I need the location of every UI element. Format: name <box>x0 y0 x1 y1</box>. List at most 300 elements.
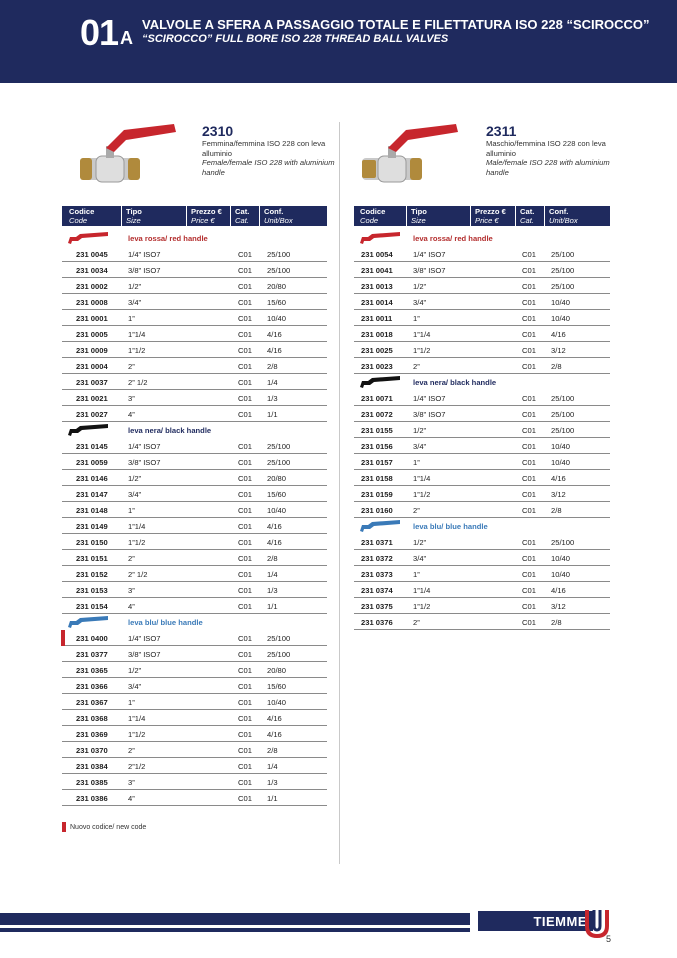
item-cat: C01 <box>238 266 252 275</box>
col-size: Tipo Size <box>126 207 142 225</box>
item-code: 231 0370 <box>76 746 108 755</box>
item-size: 2” <box>413 362 420 371</box>
item-size: 1/2” <box>128 282 142 291</box>
item-conf: 20/80 <box>267 282 287 291</box>
item-size: 2” <box>128 746 135 755</box>
handle-group-label: leva nera/ black handle <box>413 378 497 387</box>
table-row <box>62 774 327 790</box>
item-conf: 3/12 <box>551 490 566 499</box>
item-cat: C01 <box>238 538 252 547</box>
item-size: 1”1/4 <box>128 714 146 723</box>
item-conf: 10/40 <box>551 554 571 563</box>
table-row <box>62 678 327 694</box>
col-code: Codice Code <box>69 207 95 225</box>
item-cat: C01 <box>238 442 252 451</box>
item-cat: C01 <box>238 762 252 771</box>
table-row <box>62 534 327 550</box>
item-code: 231 0150 <box>76 538 108 547</box>
table-row <box>354 406 610 422</box>
item-size: 4” <box>128 410 135 419</box>
col-conf: Conf. Unit/Box <box>264 207 293 225</box>
item-conf: 25/100 <box>551 410 575 419</box>
item-cat: C01 <box>238 474 252 483</box>
table-row <box>62 598 327 614</box>
table-row <box>62 326 327 342</box>
item-code: 231 0367 <box>76 698 108 707</box>
handle-icon <box>358 231 402 245</box>
item-code: 231 0002 <box>76 282 108 291</box>
item-conf: 1/4 <box>267 378 278 387</box>
item-conf: 25/100 <box>267 634 291 643</box>
item-cat: C01 <box>522 538 536 547</box>
item-size: 1/2” <box>128 474 142 483</box>
item-conf: 25/100 <box>267 650 291 659</box>
item-size: 1”1/2 <box>128 538 146 547</box>
handle-group-label: leva blu/ blue handle <box>413 522 488 531</box>
item-cat: C01 <box>522 298 536 307</box>
item-cat: C01 <box>238 378 252 387</box>
item-size: 3/4” <box>413 442 427 451</box>
item-code: 231 0159 <box>361 490 393 499</box>
item-cat: C01 <box>522 490 536 499</box>
page-title-it: VALVOLE A SFERA A PASSAGGIO TOTALE E FILETTATURA ISO 228 “SCIROCCO” <box>142 17 650 32</box>
item-size: 1/2” <box>128 666 142 675</box>
item-conf: 25/100 <box>551 282 575 291</box>
item-cat: C01 <box>238 730 252 739</box>
item-size: 2” 1/2 <box>128 378 148 387</box>
handle-group-label: leva blu/ blue handle <box>128 618 203 627</box>
item-cat: C01 <box>238 346 252 355</box>
item-cat: C01 <box>522 394 536 403</box>
table-row <box>62 342 327 358</box>
product-description-left <box>202 139 342 177</box>
item-conf: 10/40 <box>551 458 571 467</box>
item-size: 2”1/2 <box>128 762 146 771</box>
item-size: 3/4” <box>128 298 142 307</box>
item-conf: 25/100 <box>267 266 291 275</box>
item-code: 231 0147 <box>76 490 108 499</box>
item-conf: 10/40 <box>551 314 571 323</box>
table-row <box>62 694 327 710</box>
handle-group-label: leva rossa/ red handle <box>128 234 208 243</box>
item-conf: 20/80 <box>267 666 287 675</box>
item-cat: C01 <box>522 554 536 563</box>
item-size: 1”1/2 <box>128 346 146 355</box>
new-code-marker <box>62 822 66 832</box>
item-code: 231 0374 <box>361 586 393 595</box>
item-size: 1/4” ISO7 <box>413 250 446 259</box>
table-row <box>62 294 327 310</box>
item-size: 3/8” ISO7 <box>413 410 446 419</box>
item-size: 3/4” <box>128 682 142 691</box>
item-code: 231 0054 <box>361 250 393 259</box>
item-conf: 10/40 <box>267 506 287 515</box>
item-cat: C01 <box>522 426 536 435</box>
item-code: 231 0145 <box>76 442 108 451</box>
table-row <box>354 534 610 550</box>
item-conf: 4/16 <box>551 330 566 339</box>
item-code: 231 0368 <box>76 714 108 723</box>
table-row <box>62 406 327 422</box>
table-row <box>354 566 610 582</box>
item-size: 1/2” <box>413 282 427 291</box>
table-row <box>62 486 327 502</box>
item-cat: C01 <box>238 506 252 515</box>
item-code: 231 0013 <box>361 282 393 291</box>
item-conf: 3/12 <box>551 602 566 611</box>
col-cat: Cat. Cat. <box>235 207 250 225</box>
item-code: 231 0009 <box>76 346 108 355</box>
item-code: 231 0156 <box>361 442 393 451</box>
product-code-2310: 2310 <box>202 123 234 139</box>
item-size: 4” <box>128 794 135 803</box>
item-size: 1/2” <box>413 538 427 547</box>
item-conf: 3/12 <box>551 346 566 355</box>
chapter-suffix: A <box>120 28 133 48</box>
table-row <box>354 262 610 278</box>
item-size: 1/2” <box>413 426 427 435</box>
item-cat: C01 <box>238 602 252 611</box>
item-cat: C01 <box>238 554 252 563</box>
item-size: 1”1/2 <box>128 730 146 739</box>
item-size: 1” <box>128 314 135 323</box>
item-code: 231 0152 <box>76 570 108 579</box>
item-conf: 4/16 <box>551 586 566 595</box>
item-size: 1/4” ISO7 <box>128 634 161 643</box>
page-number: 5 <box>606 934 612 944</box>
item-code: 231 0071 <box>361 394 393 403</box>
item-conf: 2/8 <box>267 554 278 563</box>
item-conf: 4/16 <box>267 714 282 723</box>
item-cat: C01 <box>238 586 252 595</box>
item-code: 231 0027 <box>76 410 108 419</box>
handle-group-label: leva rossa/ red handle <box>413 234 493 243</box>
item-code: 231 0385 <box>76 778 108 787</box>
item-cat: C01 <box>238 282 252 291</box>
item-conf: 10/40 <box>267 314 287 323</box>
item-code: 231 0041 <box>361 266 393 275</box>
item-conf: 2/8 <box>551 618 562 627</box>
item-code: 231 0034 <box>76 266 108 275</box>
item-conf: 25/100 <box>267 458 291 467</box>
item-conf: 10/40 <box>551 442 571 451</box>
product-code-2311: 2311 <box>486 123 517 139</box>
item-code: 231 0369 <box>76 730 108 739</box>
table-row <box>354 358 610 374</box>
table-row <box>62 502 327 518</box>
item-code: 231 0375 <box>361 602 393 611</box>
item-code: 231 0072 <box>361 410 393 419</box>
item-conf: 4/16 <box>551 474 566 483</box>
item-cat: C01 <box>238 410 252 419</box>
item-size: 1/4” ISO7 <box>128 250 161 259</box>
item-code: 231 0155 <box>361 426 393 435</box>
item-cat: C01 <box>238 314 252 323</box>
item-conf: 1/3 <box>267 394 278 403</box>
item-cat: C01 <box>238 362 252 371</box>
item-code: 231 0154 <box>76 602 108 611</box>
item-code: 231 0059 <box>76 458 108 467</box>
handle-icon <box>66 231 110 245</box>
item-cat: C01 <box>522 602 536 611</box>
item-size: 1”1/4 <box>413 586 431 595</box>
item-conf: 25/100 <box>551 394 575 403</box>
item-size: 3/8” ISO7 <box>413 266 446 275</box>
item-cat: C01 <box>238 250 252 259</box>
item-cat: C01 <box>238 682 252 691</box>
item-code: 231 0011 <box>361 314 393 323</box>
item-size: 2” <box>413 618 420 627</box>
item-cat: C01 <box>238 778 252 787</box>
item-code: 231 0376 <box>361 618 393 627</box>
item-size: 3” <box>128 586 135 595</box>
item-code: 231 0004 <box>76 362 108 371</box>
table-row <box>62 630 327 646</box>
handle-group-header <box>62 230 327 246</box>
item-size: 3” <box>128 394 135 403</box>
table-row <box>62 278 327 294</box>
item-code: 231 0014 <box>361 298 393 307</box>
table-row <box>62 390 327 406</box>
legend-new-code <box>62 822 146 832</box>
description-it: Maschio/femmina ISO 228 con leva alluminio <box>486 139 606 158</box>
item-conf: 25/100 <box>267 442 291 451</box>
new-code-marker <box>61 630 65 646</box>
legend-text: Nuovo codice/ new code <box>70 823 147 831</box>
description-en: Male/female ISO 228 with aluminium handle <box>486 158 610 177</box>
table-row <box>62 374 327 390</box>
table-row <box>62 726 327 742</box>
item-size: 4” <box>128 602 135 611</box>
item-code: 231 0158 <box>361 474 393 483</box>
table-row <box>62 662 327 678</box>
item-conf: 2/8 <box>267 746 278 755</box>
item-code: 231 0377 <box>76 650 108 659</box>
table-row <box>62 758 327 774</box>
item-cat: C01 <box>522 266 536 275</box>
item-size: 1” <box>128 698 135 707</box>
item-code: 231 0384 <box>76 762 108 771</box>
item-conf: 20/80 <box>267 474 287 483</box>
col-price: Prezzo € Price € <box>191 207 222 225</box>
item-code: 231 0160 <box>361 506 393 515</box>
col-size: Tipo Size <box>411 207 427 225</box>
item-cat: C01 <box>522 410 536 419</box>
item-code: 231 0400 <box>76 634 108 643</box>
table-row <box>62 550 327 566</box>
item-cat: C01 <box>238 490 252 499</box>
item-size: 1” <box>413 458 420 467</box>
item-cat: C01 <box>522 458 536 467</box>
item-code: 231 0151 <box>76 554 108 563</box>
item-conf: 1/1 <box>267 602 278 611</box>
handle-group-label: leva nera/ black handle <box>128 426 212 435</box>
handle-icon <box>66 423 110 437</box>
table-row <box>354 486 610 502</box>
handle-group-header <box>62 422 327 438</box>
item-conf: 4/16 <box>267 730 282 739</box>
item-code: 231 0018 <box>361 330 393 339</box>
item-code: 231 0045 <box>76 250 108 259</box>
table-row <box>62 646 327 662</box>
item-conf: 2/8 <box>551 362 562 371</box>
item-cat: C01 <box>522 506 536 515</box>
item-cat: C01 <box>522 474 536 483</box>
item-conf: 4/16 <box>267 538 282 547</box>
brand-logo: TIEMME <box>478 911 593 931</box>
item-cat: C01 <box>522 330 536 339</box>
col-code: Codice Code <box>360 207 386 225</box>
item-conf: 4/16 <box>267 330 282 339</box>
item-conf: 1/3 <box>267 778 278 787</box>
table-row <box>354 614 610 630</box>
item-code: 231 0386 <box>76 794 108 803</box>
table-row <box>354 390 610 406</box>
item-conf: 1/4 <box>267 570 278 579</box>
item-code: 231 0157 <box>361 458 393 467</box>
item-size: 1”1/2 <box>413 346 431 355</box>
item-code: 231 0153 <box>76 586 108 595</box>
handle-icon <box>66 615 110 629</box>
handle-group-header <box>354 518 610 534</box>
item-code: 231 0005 <box>76 330 108 339</box>
table-row <box>354 470 610 486</box>
table-row <box>62 790 327 806</box>
item-size: 1”1/4 <box>128 522 146 531</box>
item-conf: 10/40 <box>267 698 287 707</box>
item-size: 3/8” ISO7 <box>128 458 161 467</box>
valve-male-image <box>358 118 473 190</box>
item-cat: C01 <box>522 618 536 627</box>
item-code: 231 0365 <box>76 666 108 675</box>
handle-group-header <box>62 614 327 630</box>
item-cat: C01 <box>238 298 252 307</box>
table-row <box>354 326 610 342</box>
item-cat: C01 <box>238 714 252 723</box>
page-header <box>0 0 677 83</box>
table-header-right <box>354 206 610 226</box>
item-cat: C01 <box>522 442 536 451</box>
table-row <box>62 454 327 470</box>
item-cat: C01 <box>522 362 536 371</box>
item-size: 2” <box>413 506 420 515</box>
item-cat: C01 <box>238 698 252 707</box>
table-row <box>354 454 610 470</box>
item-code: 231 0037 <box>76 378 108 387</box>
page-title-en: “SCIROCCO” FULL BORE ISO 228 THREAD BALL VALVES <box>142 33 449 45</box>
table-row <box>354 294 610 310</box>
handle-group-header <box>354 374 610 390</box>
description-it: Femmina/femmina ISO 228 con leva alluminio <box>202 139 326 158</box>
table-row <box>354 342 610 358</box>
item-cat: C01 <box>522 282 536 291</box>
item-conf: 15/60 <box>267 490 287 499</box>
item-size: 3/8” ISO7 <box>128 650 161 659</box>
item-size: 3” <box>128 778 135 787</box>
item-conf: 25/100 <box>551 250 575 259</box>
item-conf: 1/3 <box>267 586 278 595</box>
item-code: 231 0008 <box>76 298 108 307</box>
item-size: 1” <box>413 570 420 579</box>
item-conf: 15/60 <box>267 298 287 307</box>
table-row <box>62 742 327 758</box>
description-en: Female/female ISO 228 with aluminium handle <box>202 158 335 177</box>
table-row <box>62 246 327 262</box>
column-divider <box>339 122 340 864</box>
col-price: Prezzo € Price € <box>475 207 506 225</box>
table-row <box>62 310 327 326</box>
product-description-right <box>486 139 626 177</box>
footer-bar <box>0 913 470 925</box>
item-size: 1/4” ISO7 <box>413 394 446 403</box>
item-cat: C01 <box>238 570 252 579</box>
item-cat: C01 <box>522 314 536 323</box>
item-conf: 1/4 <box>267 762 278 771</box>
item-code: 231 0371 <box>361 538 393 547</box>
item-conf: 1/1 <box>267 794 278 803</box>
item-conf: 2/8 <box>267 362 278 371</box>
item-cat: C01 <box>238 330 252 339</box>
footer-bar-thin <box>0 928 470 932</box>
item-code: 231 0148 <box>76 506 108 515</box>
valve-female-image <box>76 118 191 190</box>
table-row <box>354 422 610 438</box>
item-code: 231 0149 <box>76 522 108 531</box>
item-code: 231 0025 <box>361 346 393 355</box>
item-size: 3/4” <box>413 298 427 307</box>
table-row <box>354 582 610 598</box>
table-row <box>62 566 327 582</box>
item-size: 1”1/4 <box>413 474 431 483</box>
item-size: 2” <box>128 362 135 371</box>
item-code: 231 0373 <box>361 570 393 579</box>
item-conf: 1/1 <box>267 410 278 419</box>
item-code: 231 0021 <box>76 394 108 403</box>
table-header-left <box>62 206 327 226</box>
item-cat: C01 <box>522 586 536 595</box>
table-row <box>354 598 610 614</box>
handle-icon <box>358 519 402 533</box>
table-row <box>62 470 327 486</box>
item-conf: 25/100 <box>551 266 575 275</box>
handle-icon <box>358 375 402 389</box>
item-size: 2” 1/2 <box>128 570 148 579</box>
item-conf: 10/40 <box>551 570 571 579</box>
item-conf: 25/100 <box>551 538 575 547</box>
item-conf: 25/100 <box>267 250 291 259</box>
item-conf: 15/60 <box>267 682 287 691</box>
handle-group-header <box>354 230 610 246</box>
item-code: 231 0146 <box>76 474 108 483</box>
table-row <box>354 278 610 294</box>
table-row <box>62 710 327 726</box>
item-conf: 2/8 <box>551 506 562 515</box>
chapter-number: 01 <box>80 12 119 53</box>
item-cat: C01 <box>238 746 252 755</box>
item-conf: 10/40 <box>551 298 571 307</box>
item-conf: 4/16 <box>267 522 282 531</box>
item-code: 231 0366 <box>76 682 108 691</box>
item-size: 1/4” ISO7 <box>128 442 161 451</box>
item-cat: C01 <box>238 634 252 643</box>
item-size: 1”1/2 <box>413 490 431 499</box>
item-cat: C01 <box>238 666 252 675</box>
item-size: 1” <box>413 314 420 323</box>
item-size: 1”1/4 <box>128 330 146 339</box>
table-row <box>354 438 610 454</box>
item-size: 3/8” ISO7 <box>128 266 161 275</box>
item-cat: C01 <box>522 346 536 355</box>
